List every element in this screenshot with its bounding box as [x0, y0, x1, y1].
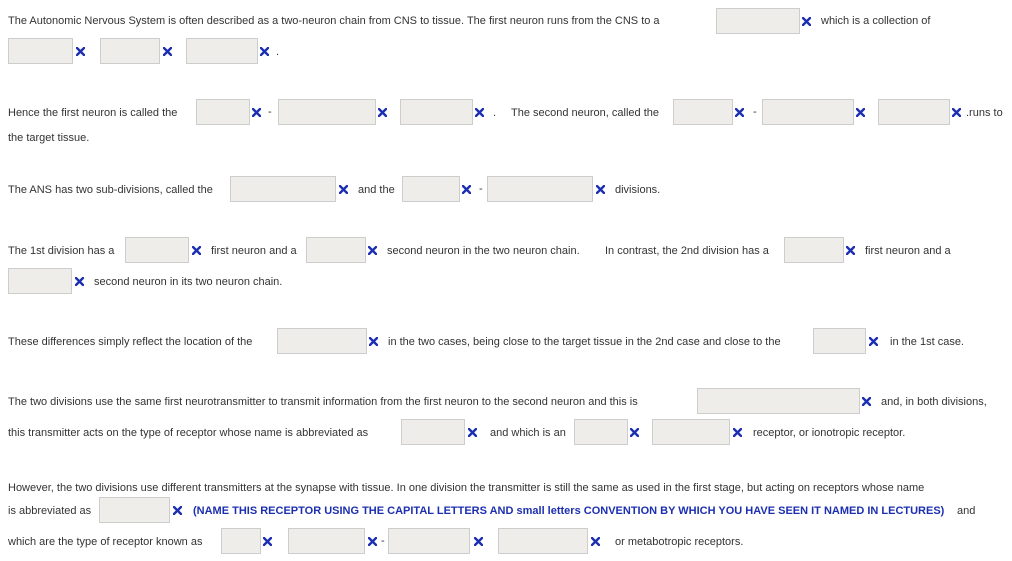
question-text: The 1st division has a	[8, 245, 115, 257]
x-mark-icon	[192, 246, 201, 255]
question-text: divisions.	[615, 184, 661, 196]
answer-blank[interactable]	[498, 528, 588, 554]
question-text: in the two cases, being close to the target tissue in the 2nd case and close to the	[388, 336, 781, 348]
punctuation: .	[493, 107, 497, 119]
answer-blank[interactable]	[784, 237, 844, 263]
answer-blank[interactable]	[878, 99, 950, 125]
hyphen: -	[381, 535, 385, 547]
answer-blank[interactable]	[99, 497, 170, 523]
x-mark-icon	[474, 537, 483, 546]
x-mark-icon	[475, 108, 484, 117]
question-text: and	[957, 505, 976, 517]
x-mark-icon	[173, 506, 182, 515]
x-mark-icon	[862, 397, 871, 406]
hyphen: -	[753, 106, 757, 118]
question-text: These differences simply reflect the location of the	[8, 336, 253, 348]
answer-blank[interactable]	[100, 38, 160, 64]
x-mark-icon	[252, 108, 261, 117]
question-text: is abbreviated as	[8, 505, 92, 517]
question-text: The ANS has two sub-divisions, called the	[8, 184, 213, 196]
x-mark-icon	[260, 47, 269, 56]
question-text: which are the type of receptor known as	[8, 536, 203, 548]
question-text: the target tissue.	[8, 132, 90, 144]
question-text: second neuron in its two neuron chain.	[94, 276, 283, 288]
answer-blank[interactable]	[716, 8, 800, 34]
question-text: which is a collection of	[821, 15, 931, 27]
hyphen: -	[479, 183, 483, 195]
x-mark-icon	[802, 17, 811, 26]
answer-blank[interactable]	[402, 176, 460, 202]
question-text: The second neuron, called the	[511, 107, 659, 119]
x-mark-icon	[735, 108, 744, 117]
x-mark-icon	[368, 246, 377, 255]
answer-blank[interactable]	[574, 419, 628, 445]
x-mark-icon	[869, 337, 878, 346]
question-text: in the 1st case.	[890, 336, 964, 348]
x-mark-icon	[856, 108, 865, 117]
answer-blank[interactable]	[813, 328, 866, 354]
question-text: .runs to	[966, 107, 1003, 119]
question-text: The two divisions use the same first neurotransmitter to transmit information from the first neuron to the second neuron and this is	[8, 396, 638, 408]
x-mark-icon	[339, 185, 348, 194]
question-text: The Autonomic Nervous System is often described as a two-neuron chain from CNS to tissue. The first neuron runs from the CNS to a	[8, 15, 660, 27]
question-text: this transmitter acts on the type of receptor whose name is abbreviated as	[8, 427, 369, 439]
answer-blank[interactable]	[277, 328, 367, 354]
question-text: receptor, or ionotropic receptor.	[753, 427, 906, 439]
x-mark-icon	[952, 108, 961, 117]
punctuation: .	[276, 46, 280, 58]
x-mark-icon	[846, 246, 855, 255]
x-mark-icon	[630, 428, 639, 437]
answer-blank[interactable]	[221, 528, 261, 554]
answer-blank[interactable]	[697, 388, 860, 414]
question-text: first neuron and a	[211, 245, 297, 257]
x-mark-icon	[733, 428, 742, 437]
answer-blank[interactable]	[288, 528, 365, 554]
hyphen: -	[268, 106, 272, 118]
x-mark-icon	[591, 537, 600, 546]
answer-blank[interactable]	[401, 419, 465, 445]
question-text: first neuron and a	[865, 245, 951, 257]
question-text: and which is an	[490, 427, 566, 439]
x-mark-icon	[468, 428, 477, 437]
instruction-text: (NAME THIS RECEPTOR USING THE CAPITAL LETTERS AND small letters CONVENTION BY WHICH YOU HAVE SEEN IT NAMED IN LECTURES)	[193, 505, 945, 517]
answer-blank[interactable]	[186, 38, 258, 64]
x-mark-icon	[462, 185, 471, 194]
answer-blank[interactable]	[652, 419, 730, 445]
x-mark-icon	[76, 47, 85, 56]
answer-blank[interactable]	[8, 268, 72, 294]
answer-blank[interactable]	[125, 237, 189, 263]
x-mark-icon	[163, 47, 172, 56]
x-mark-icon	[75, 277, 84, 286]
question-text: or metabotropic receptors.	[615, 536, 744, 548]
question-text: and the	[358, 184, 395, 196]
question-text: In contrast, the 2nd division has a	[605, 245, 769, 257]
x-mark-icon	[369, 337, 378, 346]
question-text: second neuron in the two neuron chain.	[387, 245, 580, 257]
answer-blank[interactable]	[400, 99, 473, 125]
answer-blank[interactable]	[388, 528, 470, 554]
question-text: and, in both divisions,	[881, 396, 987, 408]
answer-blank[interactable]	[278, 99, 376, 125]
x-mark-icon	[368, 537, 377, 546]
answer-blank[interactable]	[306, 237, 366, 263]
answer-blank[interactable]	[762, 99, 854, 125]
answer-blank[interactable]	[230, 176, 336, 202]
x-mark-icon	[263, 537, 272, 546]
answer-blank[interactable]	[8, 38, 73, 64]
x-mark-icon	[378, 108, 387, 117]
answer-blank[interactable]	[487, 176, 593, 202]
question-text: However, the two divisions use different transmitters at the synapse with tissue. In one division the transmitter is still the same as used in the first stage, but acting on receptors whose name	[8, 482, 925, 494]
answer-blank[interactable]	[673, 99, 733, 125]
question-text: Hence the first neuron is called the	[8, 107, 178, 119]
answer-blank[interactable]	[196, 99, 250, 125]
x-mark-icon	[596, 185, 605, 194]
